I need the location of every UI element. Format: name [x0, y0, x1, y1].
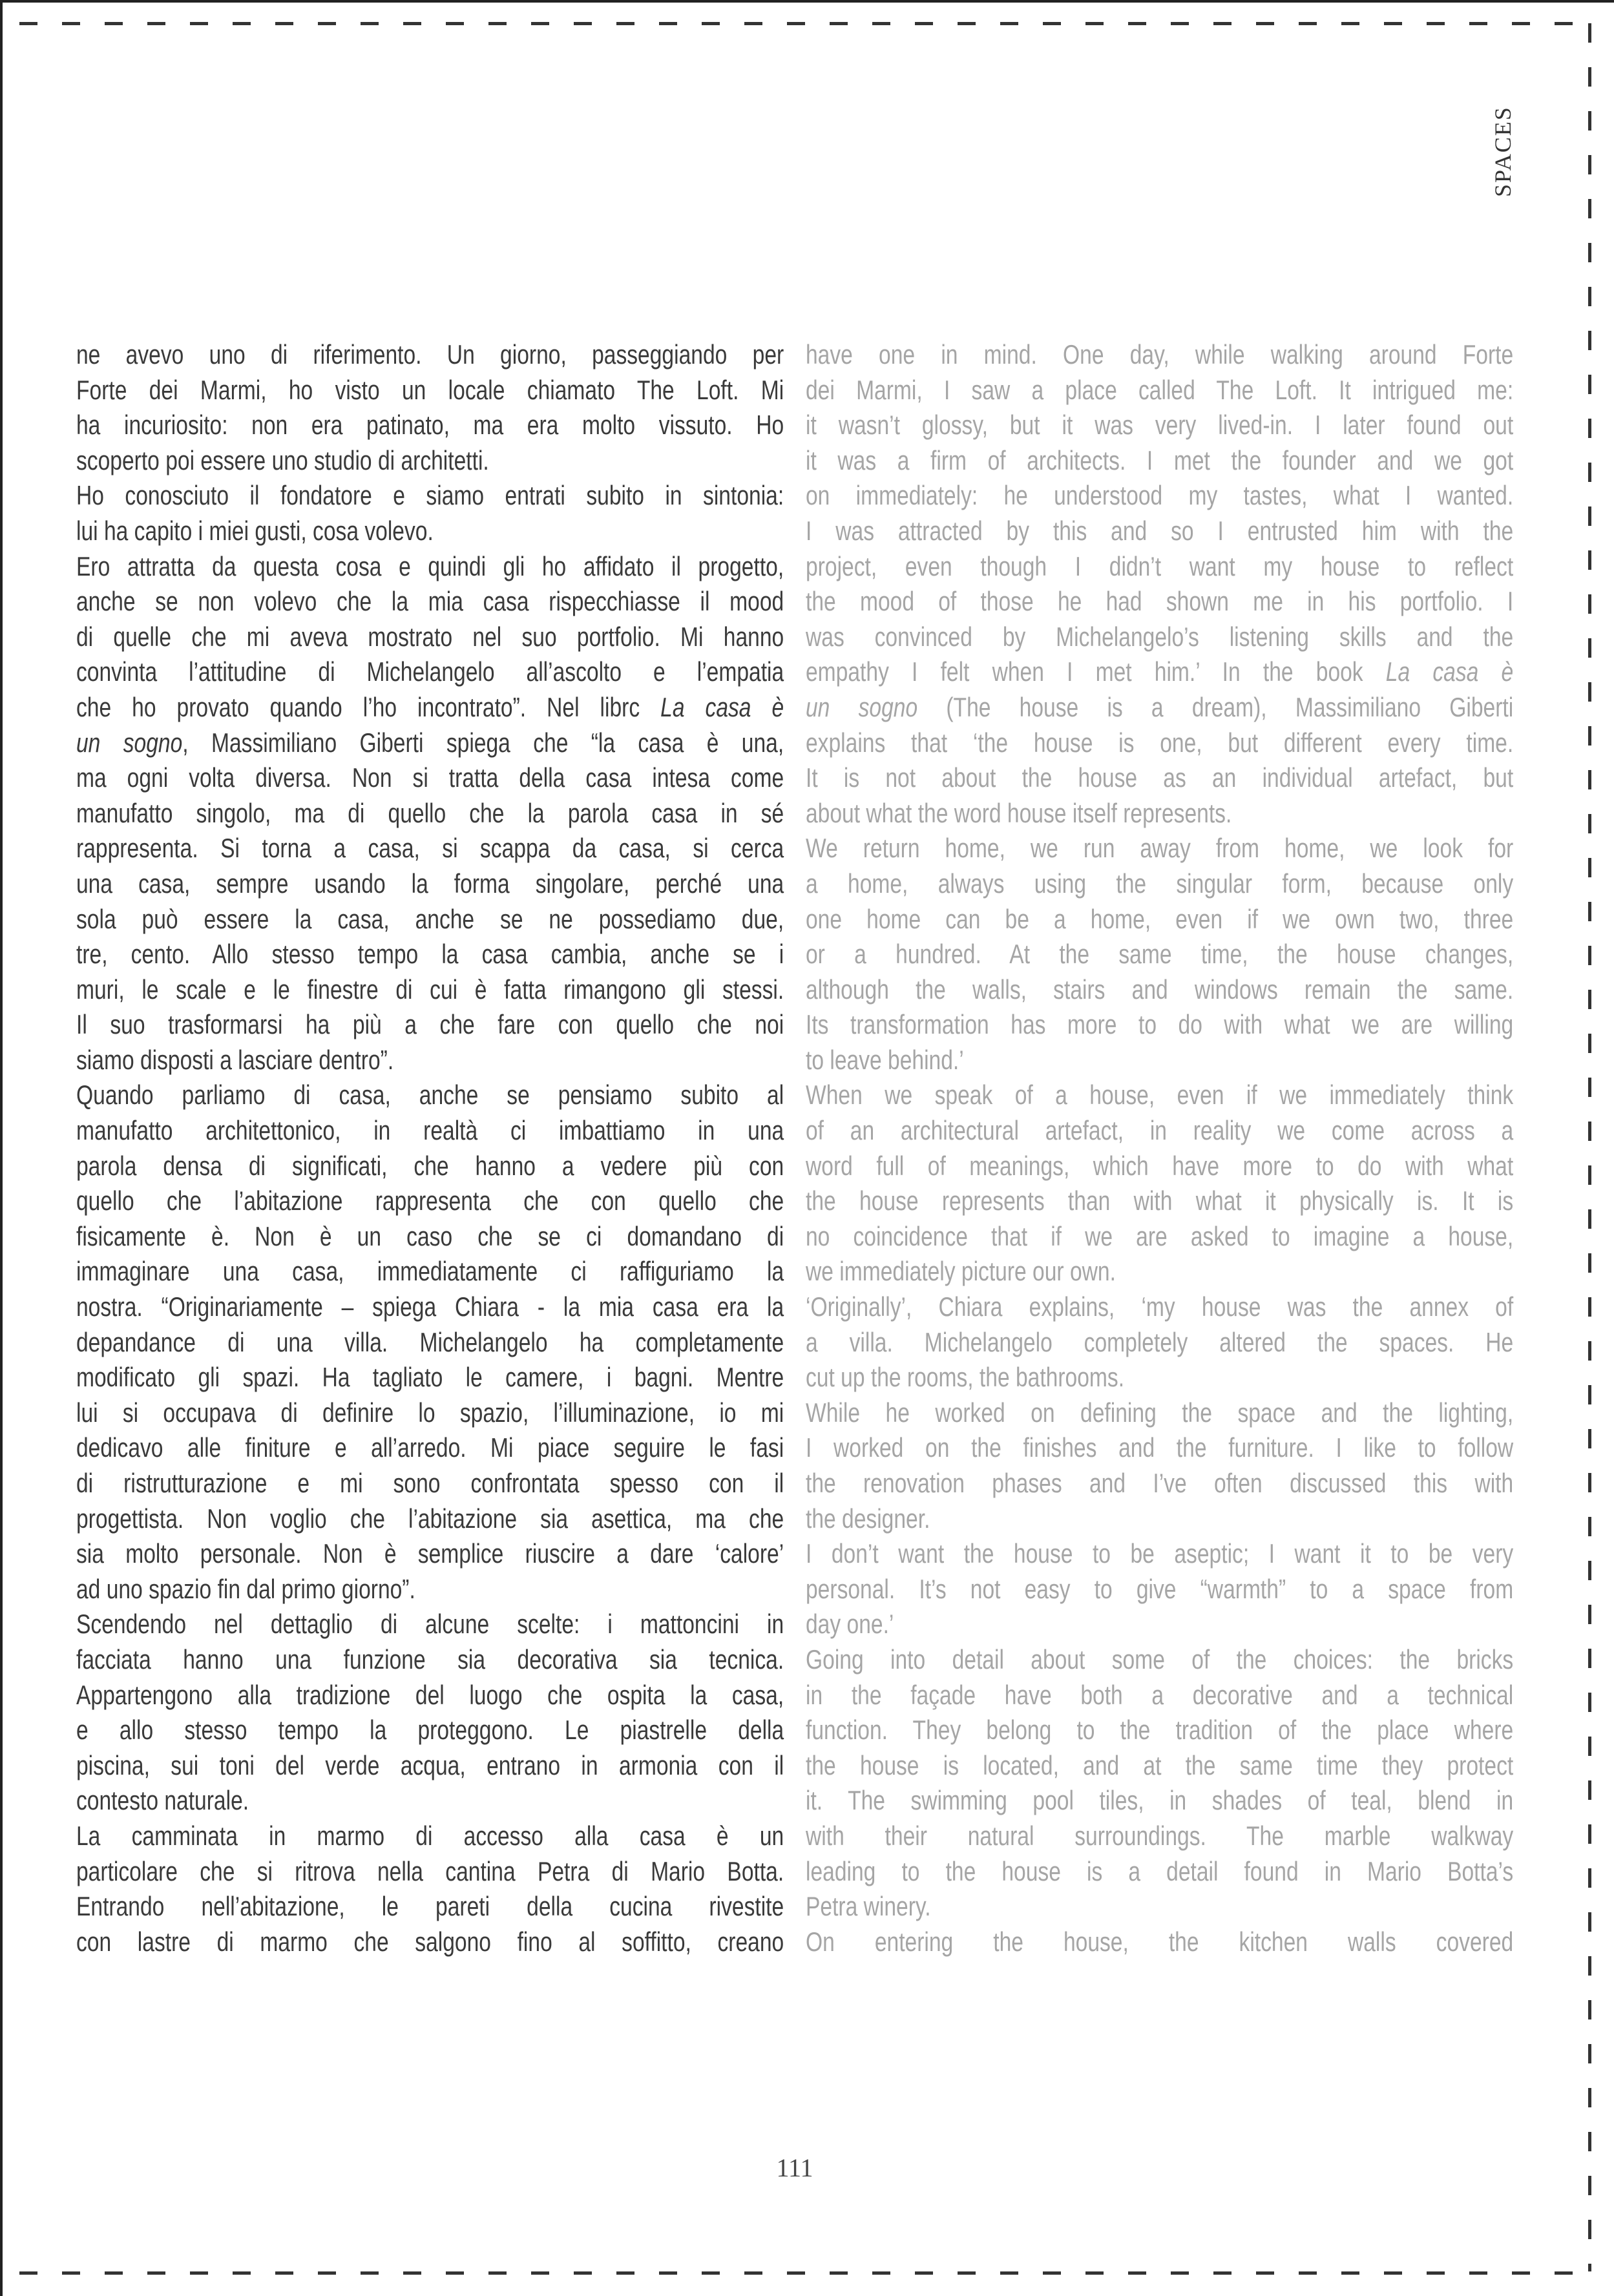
- text-line: [76, 1925, 784, 1960]
- text-line-content: [76, 1360, 784, 1395]
- text-line: [806, 1713, 1513, 1748]
- text-line: [806, 1607, 1513, 1642]
- line-text: piscina, sui toni del verde acqua, entrano in armonia con il: [76, 1749, 784, 1780]
- text-line-content: [806, 1466, 1513, 1501]
- crop-mark-bottom: [19, 2271, 1596, 2275]
- line-text: Its transformation has more to do with what we are willing: [806, 1009, 1514, 1040]
- line-text: When we speak of a house, even if we immediately think: [806, 1080, 1514, 1111]
- text-line-content: [806, 1043, 1513, 1078]
- text-line-content: [806, 1501, 1513, 1537]
- text-line: [806, 1819, 1513, 1854]
- line-text: the mood of those he had shown me in his portfolio. I: [806, 586, 1514, 617]
- text-line-content: [806, 1642, 1513, 1678]
- text-line: [76, 1642, 784, 1678]
- text-line-content: [806, 337, 1513, 373]
- text-line-content: [76, 514, 784, 549]
- text-line: [76, 1889, 784, 1925]
- text-line-content: [76, 408, 784, 443]
- text-line-content: [806, 620, 1513, 655]
- text-line-content: [806, 373, 1513, 408]
- line-text: one home can be a home, even if we own two, three: [806, 903, 1514, 934]
- line-text: project, even though I didn’t want my house to reflect: [806, 550, 1514, 581]
- line-text: progettista. Non voglio che l’abitazione sia asettica, ma che: [76, 1503, 784, 1534]
- text-line-content: [806, 584, 1513, 620]
- text-line: [806, 760, 1513, 796]
- text-line: [76, 937, 784, 972]
- line-text: ma ogni volta diversa. Non si tratta della casa intesa come: [76, 762, 784, 793]
- text-line-content: [76, 1713, 784, 1748]
- text-line: [806, 1043, 1513, 1078]
- text-line-content: [76, 373, 784, 408]
- line-text: siamo disposti a lasciare dentro”.: [76, 1044, 394, 1075]
- text-line-content: [806, 443, 1513, 479]
- italian-text-column: [76, 337, 784, 1959]
- text-line-content: [806, 408, 1513, 443]
- text-line: [806, 1078, 1513, 1113]
- line-text: Il suo trasformarsi ha più a che fare con quello che noi: [76, 1009, 784, 1040]
- line-text: explains that ‘the house is one, but different every time.: [806, 727, 1514, 758]
- text-line: [76, 1607, 784, 1642]
- line-text: sola può essere la casa, anche se ne possediamo due,: [76, 903, 784, 934]
- text-line-content: [76, 1607, 784, 1642]
- text-line: [806, 654, 1513, 690]
- text-line-content: [806, 866, 1513, 902]
- line-text: I was attracted by this and so I entrusted him with the: [806, 515, 1514, 546]
- text-line-content: [76, 1219, 784, 1255]
- line-text: the house is located, and at the same time they protect: [806, 1749, 1514, 1780]
- line-text: Forte dei Marmi, ho visto un locale chiamato The Loft. Mi: [76, 374, 784, 405]
- line-text: the designer.: [806, 1503, 930, 1534]
- text-line-content: [806, 1536, 1513, 1572]
- text-line-content: [806, 654, 1513, 690]
- line-text: function. They belong to the tradition of the place where: [806, 1715, 1514, 1746]
- line-text: I worked on the finishes and the furniture. I like to follow: [806, 1432, 1514, 1463]
- text-line: [806, 1395, 1513, 1431]
- line-text: immaginare una casa, immediatamente ci raffiguriamo la: [76, 1256, 784, 1287]
- text-line: [76, 760, 784, 796]
- line-text: was convinced by Michelangelo’s listening skills and the: [806, 621, 1514, 652]
- text-line: [806, 902, 1513, 937]
- text-line: [76, 972, 784, 1008]
- text-line-content: [76, 1078, 784, 1113]
- text-line: [806, 1360, 1513, 1395]
- text-line: [76, 866, 784, 902]
- line-text: , Massimiliano Giberti spiega che “la casa è una,: [182, 727, 784, 758]
- text-line-content: [806, 1325, 1513, 1361]
- text-line: [806, 972, 1513, 1008]
- text-line-content: [76, 1007, 784, 1043]
- line-text: depandance di una villa. Michelangelo ha completamente: [76, 1326, 784, 1357]
- text-line: [806, 690, 1513, 725]
- text-line-content: [76, 1678, 784, 1713]
- line-text: dedicavo alle finiture e all’arredo. Mi piace seguire le fasi: [76, 1432, 784, 1463]
- text-line: [76, 725, 784, 761]
- text-line-content: [806, 760, 1513, 796]
- text-line-content: [806, 831, 1513, 866]
- text-line: [76, 337, 784, 373]
- line-text: about what the word house itself represents.: [806, 797, 1232, 828]
- text-line-content: [76, 654, 784, 690]
- text-line: [806, 549, 1513, 585]
- line-text: ha incuriosito: non era patinato, ma era molto vissuto. Ho: [76, 410, 784, 441]
- text-line: [76, 1854, 784, 1890]
- line-text: personal. It’s not easy to give “warmth” to a space from: [806, 1573, 1514, 1604]
- text-line-content: [76, 1254, 784, 1289]
- line-text: tre, cento. Allo stesso tempo la casa cambia, anche se i: [76, 939, 784, 970]
- text-line: [76, 1007, 784, 1043]
- text-line-content: [806, 514, 1513, 549]
- line-text: or a hundred. At the same time, the house changes,: [806, 939, 1514, 970]
- text-line: [76, 1325, 784, 1361]
- text-line-content: [76, 1466, 784, 1501]
- text-line: [806, 620, 1513, 655]
- line-text: a home, always using the singular form, because only: [806, 868, 1514, 899]
- line-text: fisicamente è. Non è un caso che se ci domandano di: [76, 1220, 784, 1251]
- line-text: it. The swimming pool tiles, in shades of teal, blend in: [806, 1785, 1514, 1816]
- text-line-content: [76, 337, 784, 373]
- text-line-content: [76, 584, 784, 620]
- text-line: [806, 1149, 1513, 1184]
- text-line: [806, 1007, 1513, 1043]
- text-line: [76, 549, 784, 585]
- text-line: [76, 478, 784, 514]
- text-line-content: [76, 620, 784, 655]
- text-line-content: [806, 902, 1513, 937]
- text-line: [76, 1678, 784, 1713]
- text-line-content: [76, 1289, 784, 1325]
- line-text: modificato gli spazi. Ha tagliato le camere, i bagni. Mentre: [76, 1362, 784, 1393]
- italic-book-title: La casa è: [660, 691, 784, 722]
- text-line: [806, 1501, 1513, 1537]
- text-line-content: [806, 1819, 1513, 1854]
- text-line-content: [806, 937, 1513, 972]
- text-line: [806, 1113, 1513, 1149]
- text-line: [806, 1678, 1513, 1713]
- line-text: the renovation phases and I’ve often discussed this with: [806, 1468, 1514, 1498]
- text-line: [806, 1925, 1513, 1960]
- line-text: di quelle che mi aveva mostrato nel suo portfolio. Mi hanno: [76, 621, 784, 652]
- line-text: convinta l’attitudine di Michelangelo all’ascolto e l’empatia: [76, 656, 784, 687]
- line-text: I don’t want the house to be aseptic; I want it to be very: [806, 1538, 1514, 1569]
- text-line: [76, 902, 784, 937]
- text-line-content: [76, 866, 784, 902]
- line-text: On entering the house, the kitchen walls covered: [806, 1926, 1514, 1957]
- text-line-content: [806, 1889, 1513, 1925]
- text-line-content: [76, 1748, 784, 1784]
- text-line-content: [806, 1783, 1513, 1819]
- text-line: [806, 478, 1513, 514]
- line-text: Petra winery.: [806, 1891, 931, 1922]
- text-line: [806, 1184, 1513, 1219]
- text-line-content: [76, 1430, 784, 1466]
- text-line: [76, 796, 784, 831]
- line-text: lui ha capito i miei gusti, cosa volevo.: [76, 515, 434, 546]
- line-text: have one in mind. One day, while walking around Forte: [806, 339, 1514, 370]
- text-line-content: [76, 760, 784, 796]
- text-line-content: [76, 690, 784, 725]
- line-text: sia molto personale. Non è semplice riuscire a dare ‘calore’: [76, 1538, 784, 1569]
- text-line-content: [76, 972, 784, 1008]
- text-line-content: [806, 1854, 1513, 1890]
- text-line-content: [806, 1925, 1513, 1960]
- text-line: [806, 1889, 1513, 1925]
- text-line-content: [76, 937, 784, 972]
- line-text: Scendendo nel dettaglio di alcune scelte: i mattoncini in: [76, 1609, 784, 1640]
- text-line-content: [76, 1325, 784, 1361]
- english-text-column: [806, 337, 1513, 1959]
- line-text: of an architectural artefact, in reality we come across a: [806, 1115, 1514, 1146]
- text-line-content: [76, 478, 784, 514]
- text-line: [806, 1219, 1513, 1255]
- text-line: [76, 620, 784, 655]
- line-text: di ristrutturazione e mi sono confrontata spesso con il: [76, 1468, 784, 1498]
- text-line: [76, 1748, 784, 1784]
- line-text: Ero attratta da questa cosa e quindi gli ho affidato il progetto,: [76, 550, 784, 581]
- text-line-content: [76, 1889, 784, 1925]
- text-line-content: [76, 1501, 784, 1537]
- line-text: quello che l’abitazione rappresenta che con quello che: [76, 1185, 784, 1216]
- line-text: scoperto poi essere uno studio di architetti.: [76, 444, 489, 475]
- line-text: particolare che si ritrova nella cantina Petra di Mario Botta.: [76, 1855, 784, 1886]
- text-line: [76, 1536, 784, 1572]
- text-line: [76, 1078, 784, 1113]
- line-text: although the walls, stairs and windows remain the same.: [806, 974, 1514, 1005]
- section-label: SPACES: [1490, 106, 1516, 198]
- line-text: While he worked on defining the space and the lighting,: [806, 1397, 1514, 1428]
- text-line: [76, 1289, 784, 1325]
- text-line-content: [806, 549, 1513, 585]
- text-line-content: [76, 1113, 784, 1149]
- text-line: [806, 831, 1513, 866]
- line-text: leading to the house is a detail found in Mario Botta’s: [806, 1855, 1514, 1886]
- line-text: parola densa di significati, che hanno a vedere più con: [76, 1150, 784, 1181]
- text-line: [806, 725, 1513, 761]
- text-line: [76, 408, 784, 443]
- text-line: [76, 690, 784, 725]
- page-number: 111: [776, 2153, 813, 2182]
- text-line-content: [806, 1678, 1513, 1713]
- line-text: a villa. Michelangelo completely altered the spaces. He: [806, 1326, 1514, 1357]
- text-line-content: [806, 1607, 1513, 1642]
- italic-book-title: un sogno: [806, 691, 918, 722]
- text-line-content: [76, 1395, 784, 1431]
- text-line-content: [76, 725, 784, 761]
- text-line: [76, 1219, 784, 1255]
- line-text: una casa, sempre usando la forma singolare, perché una: [76, 868, 784, 899]
- text-line: [806, 1466, 1513, 1501]
- text-line: [806, 937, 1513, 972]
- text-line: [76, 831, 784, 866]
- text-line-content: [76, 1536, 784, 1572]
- text-line: [806, 408, 1513, 443]
- text-line: [76, 584, 784, 620]
- text-line: [806, 866, 1513, 902]
- text-line-content: [806, 725, 1513, 761]
- text-line-content: [806, 1149, 1513, 1184]
- text-line-content: [806, 478, 1513, 514]
- line-text: We return home, we run away from home, we look for: [806, 833, 1514, 864]
- text-line-content: [76, 1572, 784, 1607]
- text-line-content: [806, 690, 1513, 725]
- text-line-content: [806, 1078, 1513, 1113]
- text-line: [806, 1854, 1513, 1890]
- line-text: ‘Originally’, Chiara explains, ‘my house was the annex of: [806, 1291, 1514, 1322]
- text-line-content: [76, 1184, 784, 1219]
- text-line: [806, 1325, 1513, 1361]
- line-text: it wasn’t glossy, but it was very lived-in. I later found out: [806, 410, 1514, 441]
- line-text: lui si occupava di definire lo spazio, l’illuminazione, io mi: [76, 1397, 784, 1428]
- line-text: Ho conosciuto il fondatore e siamo entrati subito in sintonia:: [76, 480, 784, 511]
- text-line: [76, 443, 784, 479]
- text-line: [806, 584, 1513, 620]
- text-line: [806, 1572, 1513, 1607]
- text-line-content: [76, 831, 784, 866]
- text-line: [806, 337, 1513, 373]
- line-text: Quando parliamo di casa, anche se pensiamo subito al: [76, 1080, 784, 1111]
- line-text: muri, le scale e le finestre di cui è fatta rimangono gli stessi.: [76, 974, 784, 1005]
- text-line: [76, 1184, 784, 1219]
- line-text: ne avevo uno di riferimento. Un giorno, passeggiando per: [76, 339, 784, 370]
- line-text: no coincidence that if we are asked to imagine a house,: [806, 1220, 1514, 1251]
- text-line: [76, 1713, 784, 1748]
- line-text: ad uno spazio fin dal primo giorno”.: [76, 1573, 415, 1604]
- line-text: it was a firm of architects. I met the founder and we got: [806, 444, 1514, 475]
- line-text: on immediately: he understood my tastes, what I wanted.: [806, 480, 1514, 511]
- text-line-content: [806, 1430, 1513, 1466]
- text-line: [76, 1149, 784, 1184]
- line-text: (The house is a dream), Massimiliano Giberti: [917, 691, 1514, 722]
- line-text: e allo stesso tempo la proteggono. Le piastrelle della: [76, 1715, 784, 1746]
- crop-mark-right: [1588, 23, 1591, 2271]
- text-line: [76, 1572, 784, 1607]
- text-line: [76, 1783, 784, 1819]
- text-line: [806, 1289, 1513, 1325]
- line-text: rappresenta. Si torna a casa, si scappa da casa, si cerca: [76, 833, 784, 864]
- text-line: [806, 373, 1513, 408]
- text-line: [806, 1783, 1513, 1819]
- text-line-content: [76, 1149, 784, 1184]
- line-text: contesto naturale.: [76, 1785, 249, 1816]
- text-line-content: [76, 796, 784, 831]
- text-line: [806, 443, 1513, 479]
- line-text: che ho provato quando l’ho incontrato”. Nel librc: [76, 691, 661, 722]
- text-line: [76, 1113, 784, 1149]
- text-line: [76, 1430, 784, 1466]
- text-line: [806, 796, 1513, 831]
- text-line: [806, 1430, 1513, 1466]
- line-text: con lastre di marmo che salgono fino al soffitto, creano: [76, 1926, 784, 1957]
- line-text: cut up the rooms, the bathrooms.: [806, 1362, 1125, 1393]
- text-line-content: [76, 1854, 784, 1890]
- line-text: empathy I felt when I met him.’ In the book: [806, 656, 1386, 687]
- line-text: anche se non volevo che la mia casa rispecchiasse il mood: [76, 586, 784, 617]
- text-line-content: [806, 796, 1513, 831]
- crop-mark-top: [19, 22, 1596, 25]
- text-line: [806, 1748, 1513, 1784]
- text-line: [806, 514, 1513, 549]
- text-line-content: [806, 1289, 1513, 1325]
- text-line-content: [76, 1783, 784, 1819]
- line-text: Going into detail about some of the choices: the bricks: [806, 1644, 1514, 1675]
- text-line: [76, 1395, 784, 1431]
- italic-book-title: La casa è: [1385, 656, 1514, 687]
- text-line-content: [76, 1819, 784, 1854]
- line-text: word full of meanings, which have more to do with what: [806, 1150, 1514, 1181]
- text-line: [806, 1642, 1513, 1678]
- text-line: [76, 1466, 784, 1501]
- text-line-content: [806, 1007, 1513, 1043]
- text-line-content: [76, 1925, 784, 1960]
- line-text: Appartengono alla tradizione del luogo che ospita la casa,: [76, 1679, 784, 1710]
- line-text: manufatto singolo, ma di quello che la parola casa in sé: [76, 797, 784, 828]
- text-line-content: [806, 1713, 1513, 1748]
- line-text: day one.’: [806, 1609, 894, 1640]
- text-line-content: [806, 1254, 1513, 1289]
- line-text: in the façade have both a decorative and a technical: [806, 1679, 1514, 1710]
- text-line: [76, 373, 784, 408]
- text-line-content: [806, 1184, 1513, 1219]
- text-line: [76, 1819, 784, 1854]
- text-line-content: [76, 443, 784, 479]
- text-line-content: [806, 1748, 1513, 1784]
- text-line-content: [76, 1642, 784, 1678]
- text-line-content: [806, 1572, 1513, 1607]
- text-line: [76, 1043, 784, 1078]
- line-text: manufatto architettonico, in realtà ci imbattiamo in una: [76, 1115, 784, 1146]
- line-text: we immediately picture our own.: [806, 1256, 1116, 1287]
- text-line: [76, 1254, 784, 1289]
- line-text: facciata hanno una funzione sia decorativa sia tecnica.: [76, 1644, 784, 1675]
- page-edge-top: [0, 0, 1614, 3]
- text-line-content: [76, 902, 784, 937]
- text-line-content: [806, 1395, 1513, 1431]
- text-line-content: [806, 1113, 1513, 1149]
- line-text: to leave behind.’: [806, 1044, 964, 1075]
- text-line: [806, 1536, 1513, 1572]
- italic-book-title: un sogno: [76, 727, 183, 758]
- text-line-content: [806, 972, 1513, 1008]
- line-text: the house represents than with what it physically is. It is: [806, 1185, 1514, 1216]
- text-line: [76, 654, 784, 690]
- line-text: nostra. “Originariamente – spiega Chiara - la mia casa era la: [76, 1291, 784, 1322]
- text-line: [76, 1360, 784, 1395]
- text-line: [76, 1501, 784, 1537]
- text-line-content: [76, 549, 784, 585]
- line-text: Entrando nell’abitazione, le pareti della cucina rivestite: [76, 1891, 784, 1922]
- text-line-content: [806, 1219, 1513, 1255]
- line-text: with their natural surroundings. The marble walkway: [806, 1820, 1514, 1851]
- text-line: [806, 1254, 1513, 1289]
- text-line-content: [806, 1360, 1513, 1395]
- text-line: [76, 514, 784, 549]
- line-text: It is not about the house as an individual artefact, but: [806, 762, 1514, 793]
- text-line-content: [76, 1043, 784, 1078]
- line-text: dei Marmi, I saw a place called The Loft. It intrigued me:: [806, 374, 1514, 405]
- page-edge-left: [0, 0, 3, 2296]
- line-text: La camminata in marmo di accesso alla casa è un: [76, 1820, 784, 1851]
